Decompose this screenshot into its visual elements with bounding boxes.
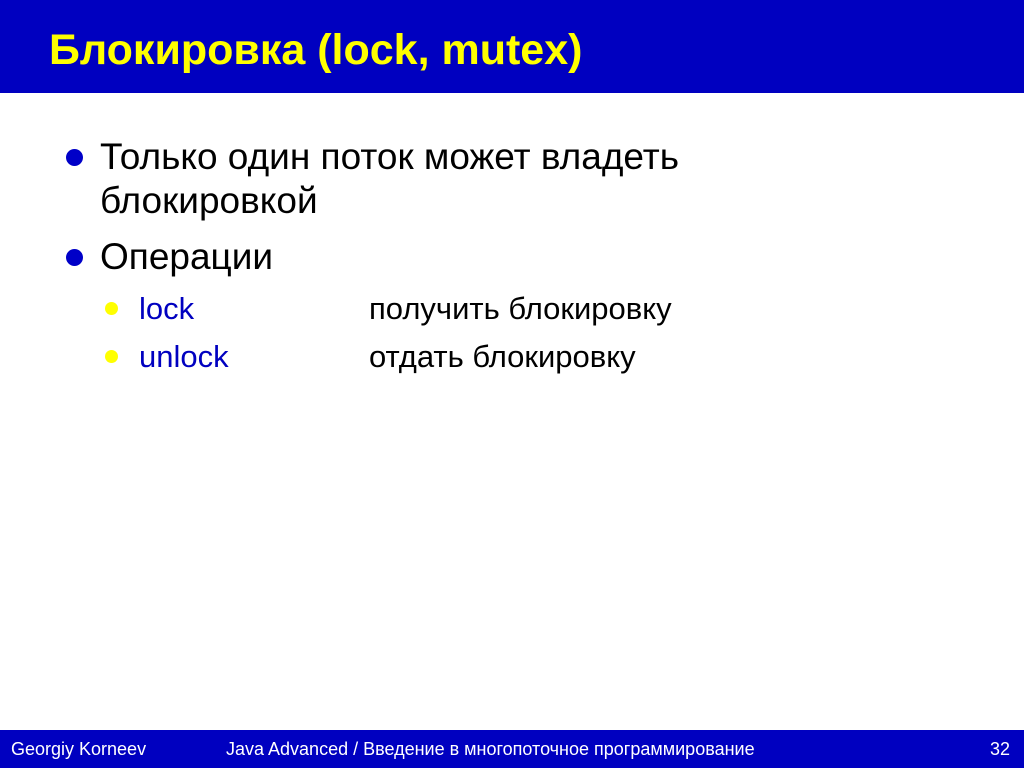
bullet-dot-icon	[66, 249, 83, 266]
slide-title: Блокировка (lock, mutex)	[49, 26, 583, 74]
bullet-dot-icon	[66, 149, 83, 166]
operation-term-unlock: unlock	[139, 339, 229, 374]
page-number: 32	[989, 739, 1010, 759]
bullet-1-line-1: Только один поток может владеть	[100, 136, 679, 177]
operation-definition-unlock: отдать блокировку	[369, 339, 636, 374]
footer-author: Georgiy Korneev	[11, 739, 147, 759]
sub-bullet-dot-icon	[105, 350, 118, 363]
slide-footer	[0, 730, 1024, 768]
operation-term-lock: lock	[139, 291, 195, 326]
operation-definition-lock: получить блокировку	[369, 291, 672, 326]
bullet-2-line-1: Операции	[100, 236, 274, 277]
bullet-1-line-2: блокировкой	[100, 180, 318, 221]
footer-course-title: Java Advanced / Введение в многопоточное программирование	[226, 739, 755, 759]
sub-bullet-dot-icon	[105, 302, 118, 315]
